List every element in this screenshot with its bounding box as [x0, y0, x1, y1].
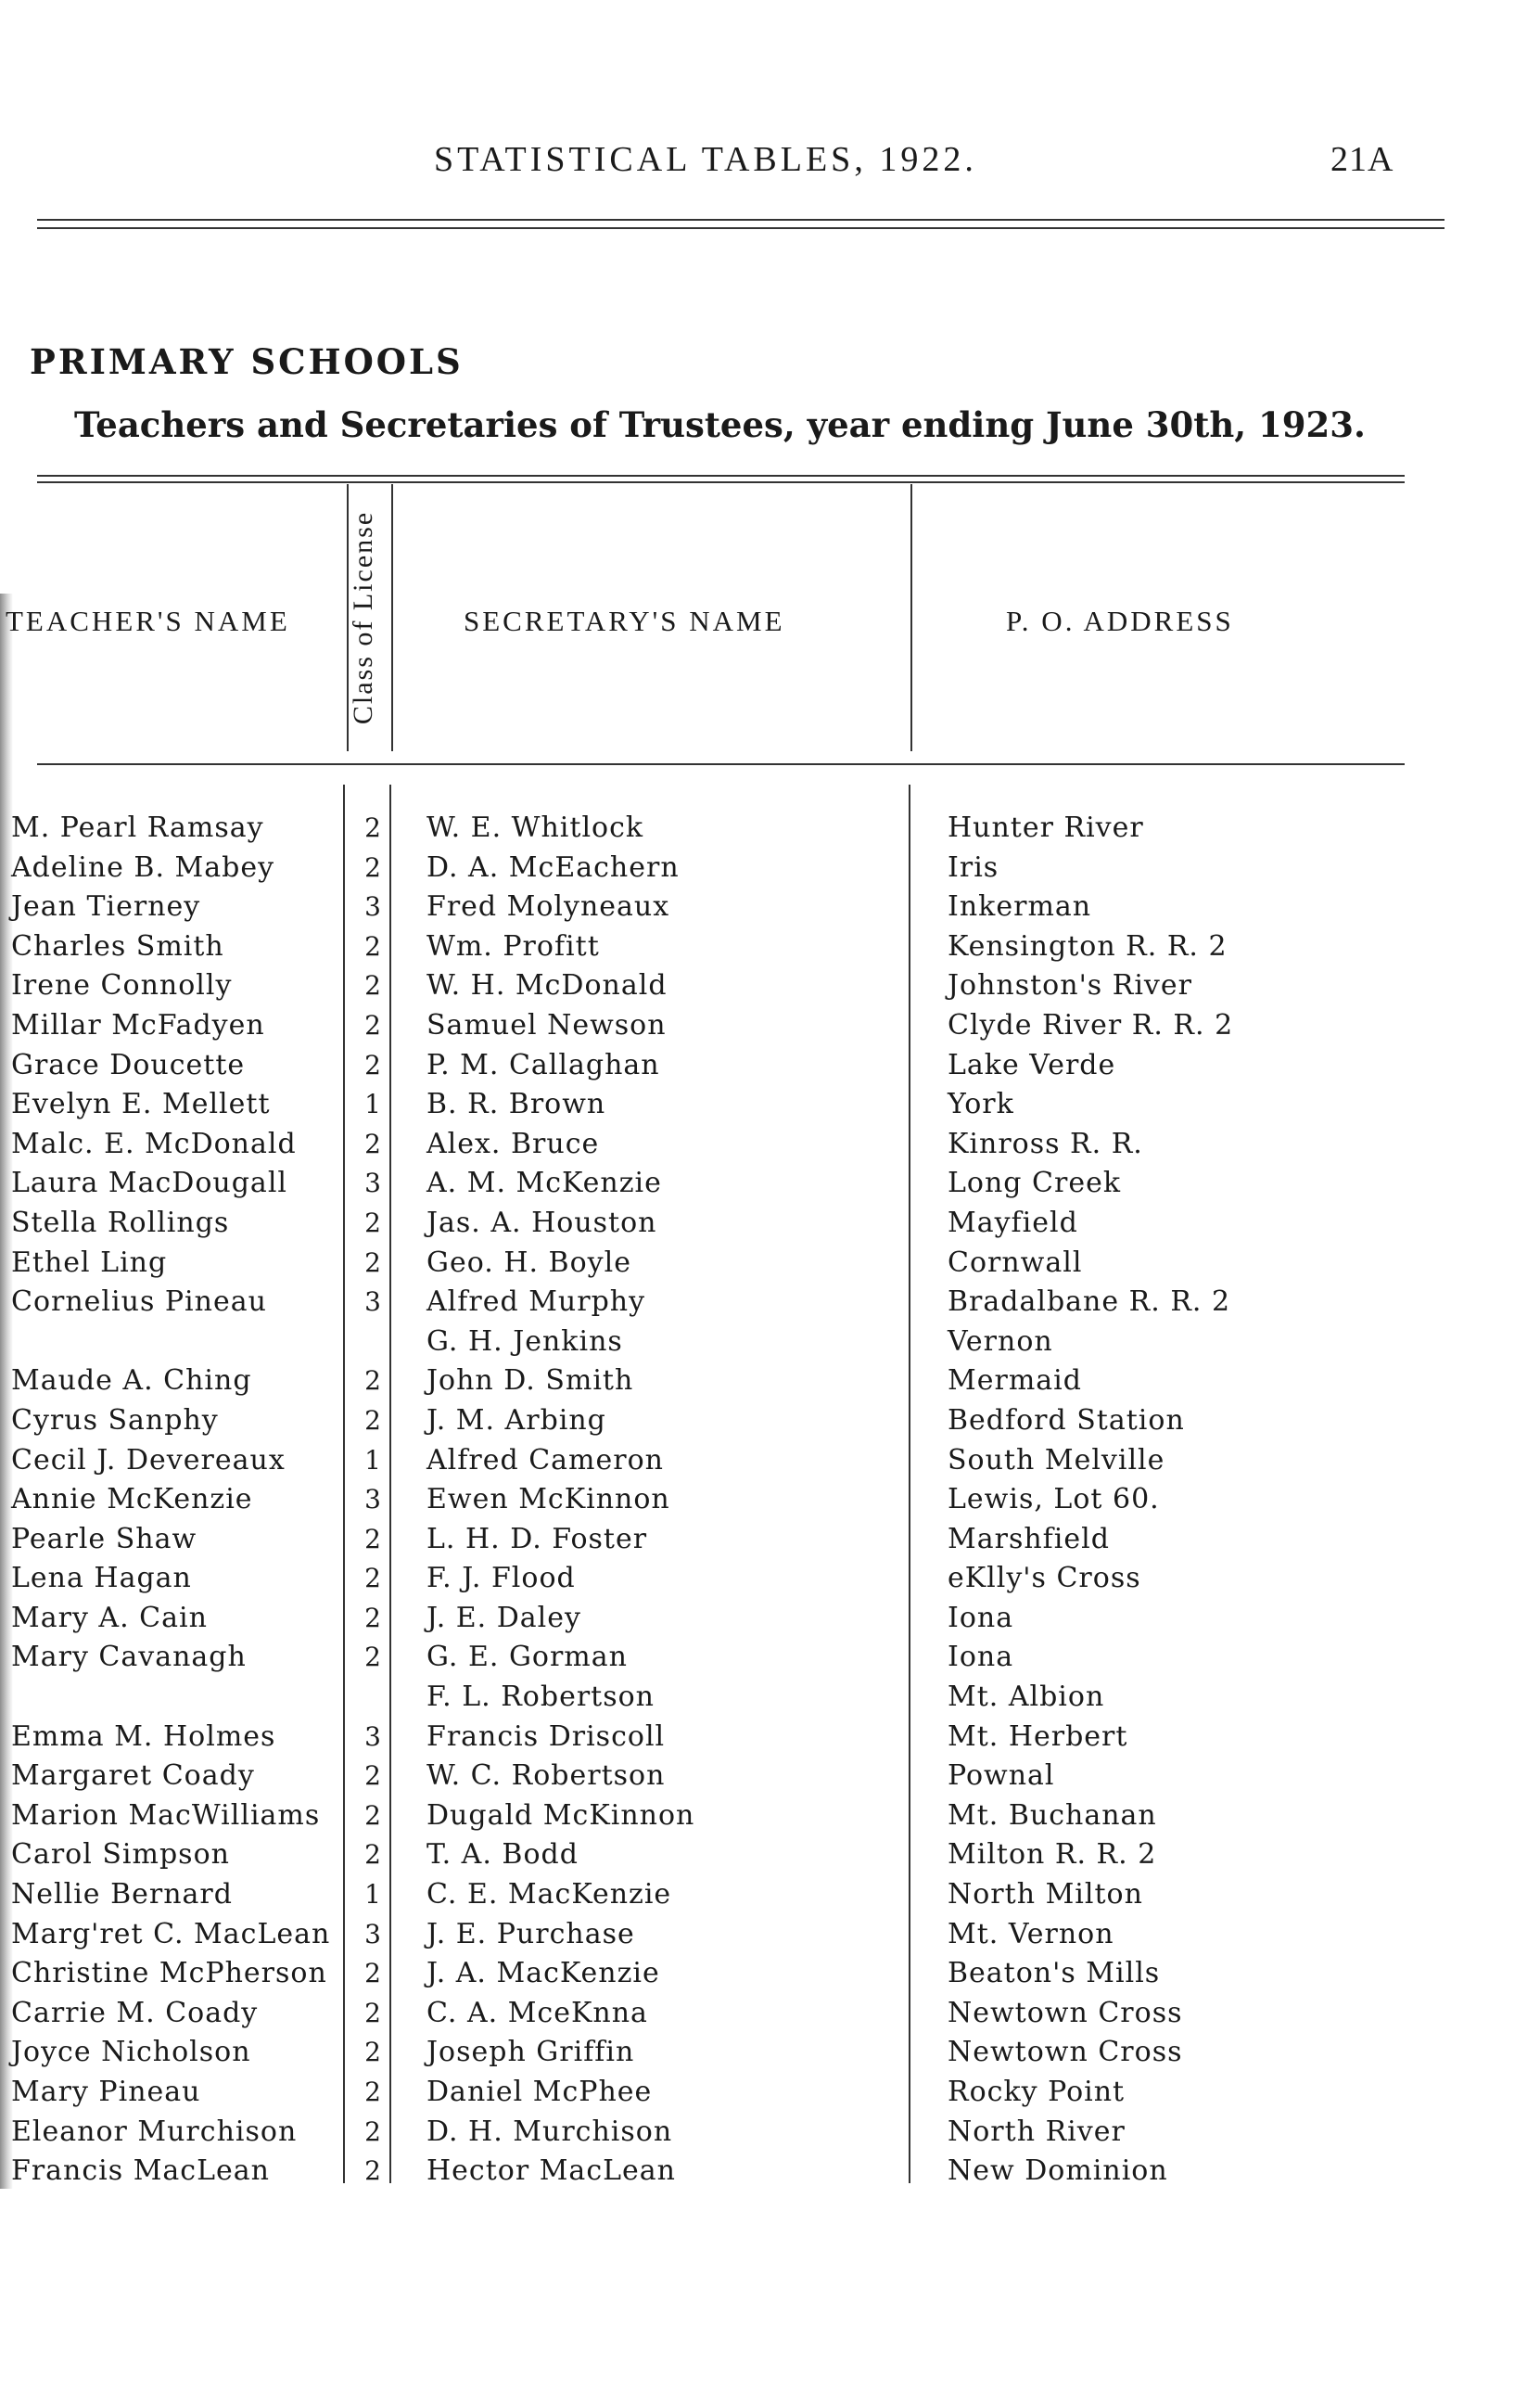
po-address-cell: Lewis, Lot 60.: [948, 1483, 1160, 1516]
secretary-name-cell: Dugald McKinnon: [426, 1798, 695, 1832]
po-address-cell: North River: [948, 2115, 1126, 2148]
teacher-name-cell: Margaret Coady: [11, 1759, 255, 1793]
table-row: [0, 1244, 1540, 1284]
table-row: [0, 1954, 1540, 1994]
teacher-name-cell: Mary Pineau: [11, 2076, 201, 2108]
table-row: [0, 2033, 1540, 2073]
teacher-name-cell: Cyrus Sanphy: [11, 1403, 219, 1437]
secretary-name-cell: Geo. H. Boyle: [426, 1246, 631, 1279]
table-row: [0, 888, 1540, 927]
table-row: [0, 927, 1540, 967]
class-of-license-cell: 2: [364, 1958, 381, 1989]
po-address-cell: Bedford Station: [948, 1403, 1185, 1437]
po-address-cell: Iris: [948, 850, 999, 884]
table-row: [0, 2152, 1540, 2192]
teacher-name-cell: Irene Connolly: [11, 969, 233, 1003]
class-of-license-cell: 2: [364, 1997, 381, 2028]
po-address-cell: North Milton: [948, 1878, 1143, 1911]
class-of-license-cell: 2: [364, 1642, 381, 1673]
po-address-cell: Mt. Herbert: [948, 1719, 1128, 1753]
secretary-name-cell: B. R. Brown: [426, 1088, 606, 1121]
po-address-cell: Iona: [948, 1641, 1014, 1674]
class-of-license-cell: 3: [364, 1484, 381, 1515]
class-of-license-cell: 2: [364, 1799, 381, 1831]
header-rule-top: [37, 219, 1445, 221]
table-row: [0, 1875, 1540, 1915]
table-row: [0, 2073, 1540, 2113]
secretary-name-cell: Alfred Murphy: [426, 1285, 646, 1319]
secretary-name-cell: Francis Driscoll: [426, 1719, 666, 1753]
col-divider-class-right-head: [391, 484, 393, 751]
po-address-cell: Newtown Cross: [948, 1996, 1183, 2029]
teacher-name-cell: Millar McFadyen: [11, 1008, 265, 1042]
class-of-license-cell: 1: [364, 1879, 381, 1911]
class-of-license-cell: 2: [364, 1760, 381, 1792]
secretary-name-cell: J. E. Daley: [426, 1601, 581, 1634]
table-row: [0, 1441, 1540, 1481]
secretary-name-cell: Joseph Griffin: [426, 2036, 635, 2069]
class-of-license-cell: 2: [364, 1523, 381, 1554]
class-of-license-cell: 3: [364, 891, 381, 923]
table-row: [0, 1520, 1540, 1560]
secretary-name-cell: D. A. McEachern: [426, 850, 680, 884]
header-secretary-name: SECRETARY'S NAME: [464, 605, 785, 637]
po-address-cell: Clyde River R. R. 2: [948, 1008, 1234, 1042]
secretary-name-cell: T. A. Bodd: [426, 1838, 579, 1872]
po-address-cell: Pownal: [948, 1759, 1055, 1793]
table-row: [0, 1164, 1540, 1204]
class-of-license-cell: 3: [364, 1918, 381, 1949]
table-row: [0, 966, 1540, 1006]
class-of-license-cell: 3: [364, 1286, 381, 1318]
secretary-name-cell: J. M. Arbing: [426, 1403, 606, 1437]
po-address-cell: Hunter River: [948, 812, 1144, 844]
table-row: [0, 1006, 1540, 1046]
secretary-name-cell: Wm. Profitt: [426, 929, 600, 963]
header-rule-bottom: [37, 227, 1445, 229]
table-row: [0, 2113, 1540, 2153]
class-of-license-cell: 2: [364, 1246, 381, 1278]
teacher-name-cell: Pearle Shaw: [11, 1522, 197, 1555]
table-row: [0, 1994, 1540, 2034]
secretary-name-cell: F. L. Robertson: [426, 1681, 655, 1714]
class-of-license-cell: 1: [364, 1444, 381, 1476]
teacher-name-cell: Emma M. Holmes: [11, 1719, 276, 1753]
teacher-name-cell: Nellie Bernard: [11, 1878, 233, 1911]
secretary-name-cell: A. M. McKenzie: [426, 1167, 662, 1200]
class-of-license-cell: 2: [364, 1563, 381, 1594]
po-address-cell: York: [948, 1088, 1014, 1121]
table-rule-header-bottom: [37, 763, 1405, 765]
table-row: [0, 1757, 1540, 1796]
teacher-name-cell: Cornelius Pineau: [11, 1285, 267, 1319]
teacher-name-cell: Lena Hagan: [11, 1562, 192, 1595]
header-po-address: P. O. ADDRESS: [1006, 605, 1234, 637]
secretary-name-cell: Hector MacLean: [426, 2154, 676, 2188]
table-row: [0, 1480, 1540, 1520]
po-address-cell: Bradalbane R. R. 2: [948, 1285, 1231, 1319]
table-row: [0, 1204, 1540, 1244]
class-of-license-cell: 2: [364, 1049, 381, 1080]
secretary-name-cell: W. H. McDonald: [426, 969, 668, 1003]
po-address-cell: Mt. Albion: [948, 1681, 1105, 1714]
secretary-name-cell: D. H. Murchison: [426, 2115, 673, 2148]
teacher-name-cell: Carrie M. Coady: [11, 1996, 259, 2029]
col-divider-address-head: [910, 484, 912, 751]
secretary-name-cell: P. M. Callaghan: [426, 1048, 660, 1081]
po-address-cell: Newtown Cross: [948, 2036, 1183, 2069]
table-row: [0, 1283, 1540, 1323]
class-of-license-cell: 2: [364, 970, 381, 1002]
po-address-cell: Johnston's River: [948, 969, 1192, 1003]
teacher-name-cell: Malc. E. McDonald: [11, 1127, 297, 1160]
po-address-cell: Kinross R. R.: [948, 1127, 1143, 1160]
po-address-cell: Kensington R. R. 2: [948, 929, 1228, 963]
class-of-license-cell: 2: [364, 1009, 381, 1041]
class-of-license-cell: 2: [364, 2155, 381, 2187]
secretary-name-cell: J. A. MacKenzie: [426, 1957, 660, 1990]
table-rule-top-double: [37, 481, 1405, 483]
class-of-license-cell: 2: [364, 1602, 381, 1633]
po-address-cell: Long Creek: [948, 1167, 1122, 1200]
table-row: [0, 1361, 1540, 1401]
class-of-license-cell: 3: [364, 1168, 381, 1199]
po-address-cell: Vernon: [948, 1324, 1053, 1358]
po-address-cell: Mayfield: [948, 1206, 1078, 1239]
class-of-license-cell: 2: [364, 2077, 381, 2107]
class-of-license-cell: 2: [364, 851, 381, 883]
class-of-license-cell: 2: [364, 930, 381, 962]
table-row: [0, 1125, 1540, 1165]
table-rule-top: [37, 475, 1405, 477]
table-row: [0, 1323, 1540, 1362]
teacher-name-cell: Mary Cavanagh: [11, 1641, 247, 1674]
page-number: 21A: [1330, 140, 1394, 179]
table-row: [0, 849, 1540, 888]
secretary-name-cell: Ewen McKinnon: [426, 1483, 670, 1516]
secretary-name-cell: G. E. Gorman: [426, 1641, 628, 1674]
secretary-name-cell: J. E. Purchase: [426, 1917, 635, 1950]
teacher-name-cell: Adeline B. Mabey: [11, 850, 275, 884]
table-row: [0, 1835, 1540, 1875]
secretary-name-cell: C. A. MceKnna: [426, 1996, 648, 2029]
table-row: [0, 1559, 1540, 1599]
secretary-name-cell: Fred Molyneaux: [426, 890, 670, 924]
teacher-name-cell: Cecil J. Devereaux: [11, 1443, 286, 1476]
class-of-license-cell: 2: [364, 1404, 381, 1436]
teacher-name-cell: M. Pearl Ramsay: [11, 812, 264, 844]
secretary-name-cell: Daniel McPhee: [426, 2076, 653, 2108]
section-title: PRIMARY SCHOOLS: [30, 341, 464, 382]
table-row: [0, 1638, 1540, 1678]
secretary-name-cell: F. J. Flood: [426, 1562, 576, 1595]
secretary-name-cell: Jas. A. Houston: [426, 1206, 657, 1239]
teacher-name-cell: Marion MacWilliams: [11, 1798, 321, 1832]
table-row: [0, 1718, 1540, 1758]
po-address-cell: Mt. Vernon: [948, 1917, 1114, 1950]
table-row: [0, 1401, 1540, 1441]
table-row: [0, 1796, 1540, 1836]
po-address-cell: South Melville: [948, 1443, 1165, 1476]
teacher-name-cell: Grace Doucette: [11, 1048, 246, 1081]
table-row: [0, 1085, 1540, 1125]
po-address-cell: Marshfield: [948, 1522, 1110, 1555]
class-of-license-cell: 2: [364, 1839, 381, 1871]
teacher-name-cell: Eleanor Murchison: [11, 2115, 298, 2148]
po-address-cell: Rocky Point: [948, 2076, 1126, 2108]
class-of-license-cell: 2: [364, 2037, 381, 2068]
secretary-name-cell: L. H. D. Foster: [426, 1522, 648, 1555]
teacher-name-cell: Ethel Ling: [11, 1246, 168, 1279]
po-address-cell: New Dominion: [948, 2154, 1168, 2188]
teacher-name-cell: Christine McPherson: [11, 1957, 327, 1990]
po-address-cell: Cornwall: [948, 1246, 1083, 1279]
header-class-of-license: Class of License: [348, 510, 378, 725]
table-row: [0, 1678, 1540, 1718]
class-of-license-cell: 2: [364, 812, 381, 843]
teacher-name-cell: Charles Smith: [11, 929, 224, 963]
teacher-name-cell: Jean Tierney: [11, 890, 201, 924]
secretary-name-cell: Alex. Bruce: [426, 1127, 600, 1160]
teacher-name-cell: Carol Simpson: [11, 1838, 230, 1872]
po-address-cell: Iona: [948, 1601, 1014, 1634]
class-of-license-cell: 3: [364, 1720, 381, 1752]
secretary-name-cell: Alfred Cameron: [426, 1443, 664, 1476]
secretary-name-cell: John D. Smith: [426, 1364, 634, 1398]
po-address-cell: Lake Verde: [948, 1048, 1116, 1081]
table-row: [0, 809, 1540, 849]
teacher-name-cell: Evelyn E. Mellett: [11, 1088, 271, 1121]
table-row: [0, 1046, 1540, 1086]
secretary-name-cell: Samuel Newson: [426, 1008, 667, 1042]
po-address-cell: Mt. Buchanan: [948, 1798, 1157, 1832]
po-address-cell: Milton R. R. 2: [948, 1838, 1157, 1872]
teacher-name-cell: Annie McKenzie: [11, 1483, 253, 1516]
table-subtitle: Teachers and Secretaries of Trustees, year ending June 30th, 1923.: [74, 404, 1366, 445]
po-address-cell: Beaton's Mills: [948, 1957, 1161, 1990]
running-title: STATISTICAL TABLES, 1922.: [434, 140, 977, 179]
teacher-name-cell: Stella Rollings: [11, 1206, 230, 1239]
table-row: [0, 1599, 1540, 1639]
secretary-name-cell: W. E. Whitlock: [426, 812, 644, 844]
secretary-name-cell: W. C. Robertson: [426, 1759, 666, 1793]
teacher-name-cell: Francis MacLean: [11, 2154, 270, 2188]
class-of-license-cell: 2: [364, 1365, 381, 1397]
teacher-name-cell: Joyce Nicholson: [11, 2036, 251, 2069]
class-of-license-cell: 2: [364, 1207, 381, 1238]
po-address-cell: Inkerman: [948, 890, 1092, 924]
secretary-name-cell: C. E. MacKenzie: [426, 1878, 672, 1911]
teacher-name-cell: Mary A. Cain: [11, 1601, 208, 1634]
teacher-name-cell: Maude A. Ching: [11, 1364, 252, 1398]
po-address-cell: eKlly's Cross: [948, 1562, 1141, 1595]
teacher-name-cell: Marg'ret C. MacLean: [11, 1917, 331, 1950]
class-of-license-cell: 2: [364, 1128, 381, 1159]
table-row: [0, 1915, 1540, 1955]
po-address-cell: Mermaid: [948, 1364, 1082, 1398]
header-teacher-name: TEACHER'S NAME: [6, 605, 290, 637]
class-of-license-cell: 1: [364, 1089, 381, 1120]
class-of-license-cell: 2: [364, 2115, 381, 2147]
teacher-name-cell: Laura MacDougall: [11, 1167, 288, 1200]
table-body: [0, 809, 1540, 2192]
secretary-name-cell: G. H. Jenkins: [426, 1324, 623, 1358]
